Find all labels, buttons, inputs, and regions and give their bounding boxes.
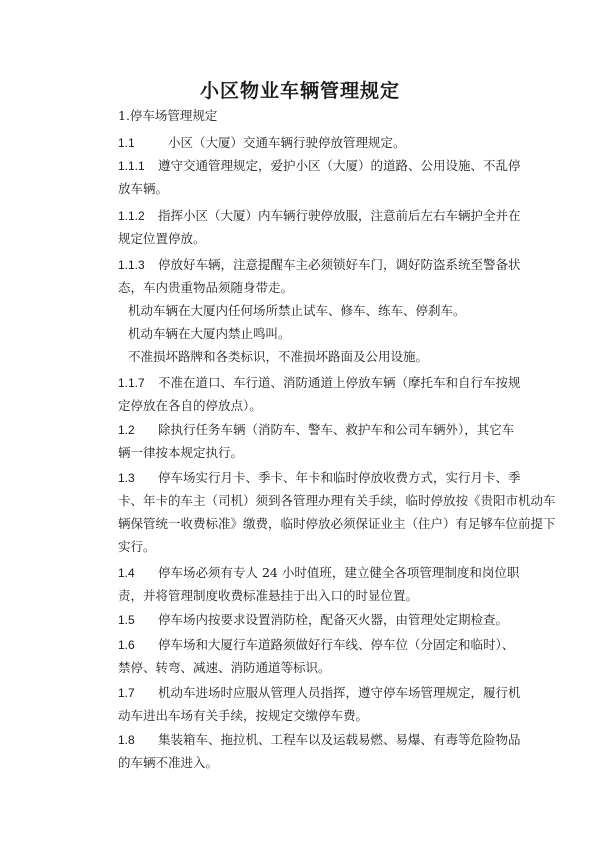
paragraph-continuation: 辆保管统一收费标准》缴费，临时停放必须保证业主（住户）有足够车位前提下 — [118, 516, 556, 531]
clause-text: 停放好车辆，注意提醒车主必须锁好车门，调好防盗系统至警备状 — [158, 257, 521, 272]
paragraph-continuation: 责，并将管理制度收费标准悬挂于出入口的时显位置。 — [118, 588, 419, 603]
clause-text: 停车场和大厦行车道路须做好行车线、停车位（分固定和临时）、 — [158, 637, 515, 652]
clause-text: 小区（大厦）交通车辆行驶停放管理规定。 — [168, 135, 406, 150]
clause-number: 1.1.2 — [118, 209, 145, 223]
clause-number: 1.6 — [118, 638, 135, 652]
paragraph-1-1-3 — [118, 253, 521, 277]
paragraph-1-1-4: 机动车辆在大厦内任何场所禁止试车、修车、练车、停刹车。 — [128, 303, 466, 318]
paragraph-1-1-7 — [118, 371, 521, 395]
paragraph-continuation: 放车辆。 — [118, 181, 169, 196]
paragraph-1-3 — [118, 466, 521, 490]
clause-text: 停车场必须有专人 24 小时值班，建立健全各项管理制度和岗位职 — [158, 565, 520, 580]
paragraph-1-5 — [118, 608, 508, 632]
paragraph-1-8 — [118, 728, 521, 752]
clause-text: 停车场内按要求设置消防栓，配备灭火器，由管理处定期检查。 — [158, 612, 509, 627]
paragraph-1-1-2 — [118, 204, 521, 228]
paragraph-continuation: 禁停、转弯、减速、消防通道等标识。 — [118, 660, 331, 675]
clause-number: 1.1.1 — [118, 159, 145, 173]
paragraph-1-2 — [118, 418, 514, 442]
paragraph-1-1-6: 不准损坏路牌和各类标识，不准损坏路面及公用设施。 — [128, 349, 429, 364]
paragraph-1-7 — [118, 681, 521, 705]
clause-text: 集装箱车、拖拉机、工程车以及运载易燃、易爆、有毒等危险物品 — [158, 732, 521, 747]
clause-text: 不准在道口、车行道、消防通道上停放车辆（摩托车和自行车按规 — [158, 375, 521, 390]
section-heading: 1.停车场管理规定 — [118, 108, 218, 123]
paragraph-continuation: 辆一律按本规定执行。 — [118, 445, 244, 460]
clause-number: 1.1.7 — [118, 376, 145, 390]
clause-number: 1.1 — [118, 136, 135, 150]
clause-text: 指挥小区（大厦）内车辆行驶停放服，注意前后左右车辆护全并在 — [158, 208, 521, 223]
paragraph-continuation: 定停放在各自的停放点）。 — [118, 398, 262, 413]
clause-number: 1.8 — [118, 733, 135, 747]
clause-number: 1.7 — [118, 686, 135, 700]
clause-text: 机动车进场时应服从管理人员指挥，遵守停车场管理规定，履行机 — [158, 685, 521, 700]
clause-number: 1.5 — [118, 613, 135, 627]
paragraph-continuation: 规定位置停放。 — [118, 231, 206, 246]
paragraph-continuation: 态，车内贵重物品须随身带走。 — [118, 280, 294, 295]
clause-number: 1.2 — [118, 423, 135, 437]
page-title: 小区物业车辆管理规定 — [199, 80, 400, 102]
paragraph-continuation: 的车辆不准进入。 — [118, 755, 219, 770]
paragraph-1-4 — [118, 561, 519, 585]
clause-number: 1.1.3 — [118, 258, 145, 272]
paragraph-continuation: 实行。 — [118, 539, 156, 554]
clause-number: 1.4 — [118, 566, 135, 580]
paragraph-continuation: 动车进出车场有关手续，按规定交缴停车费。 — [118, 708, 369, 723]
clause-text: 遵守交通管理规定，爱护小区（大厦）的道路、公用设施、不乱停 — [158, 158, 521, 173]
paragraph-1-1 — [118, 131, 406, 155]
clause-text: 除执行任务车辆（消防车、警车、救护车和公司车辆外），其它车 — [158, 422, 515, 437]
paragraph-1-1-5: 机动车辆在大厦内禁止鸣叫。 — [128, 326, 291, 341]
paragraph-1-6 — [118, 633, 514, 657]
clause-number: 1.3 — [118, 471, 135, 485]
paragraph-continuation: 卡、年卡的车主（司机）须到各管理办理有关手续，临时停放按《贵阳市机动车 — [118, 493, 556, 508]
paragraph-1-1-1 — [118, 154, 521, 178]
clause-text: 停车场实行月卡、季卡、年卡和临时停放收费方式，实行月卡、季 — [158, 470, 521, 485]
